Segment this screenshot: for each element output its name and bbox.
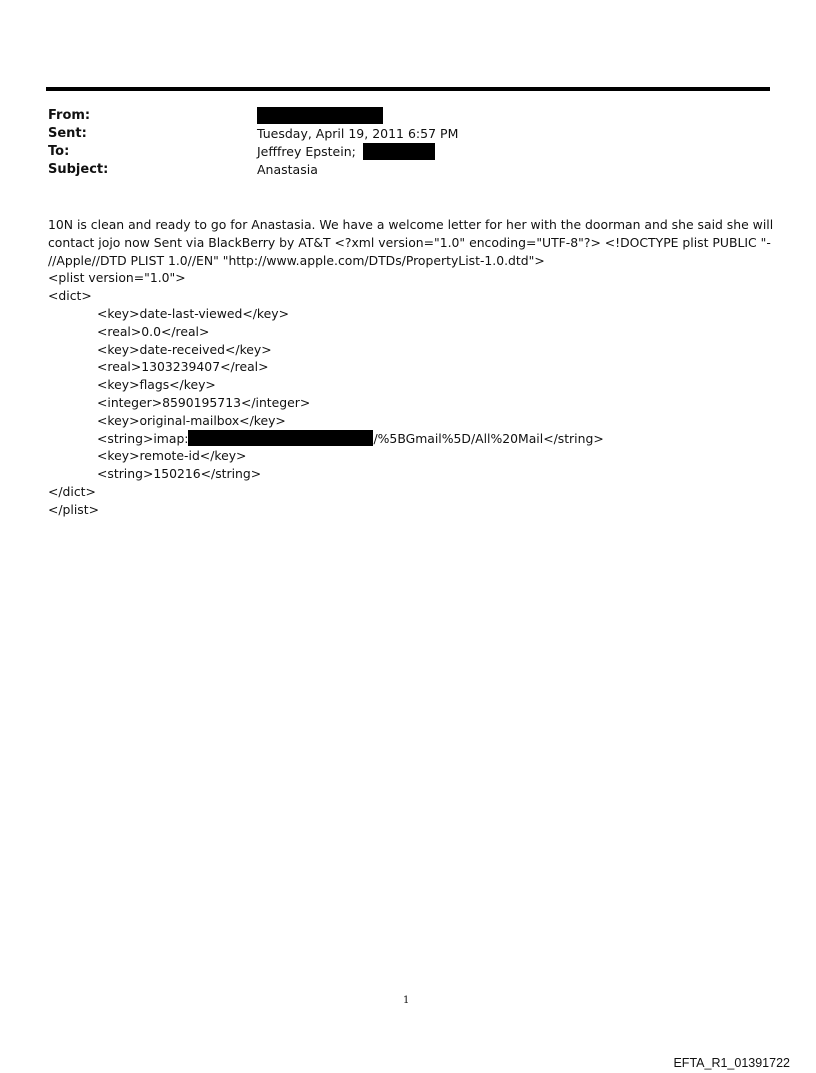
email-body — [48, 216, 774, 519]
redaction-bar — [257, 107, 383, 124]
body-line-redacted — [48, 430, 768, 448]
from-label: From: — [48, 108, 91, 123]
body-line: </dict> — [48, 483, 96, 499]
subject-value: Anastasia — [257, 162, 318, 177]
body-line: <key>remote-id</key> — [97, 448, 247, 464]
page-number: 1 — [403, 995, 410, 1006]
to-label: To: — [48, 144, 70, 159]
to-value-wrap — [257, 143, 435, 161]
body-line: <real>0.0</real> — [97, 323, 210, 339]
body-line: //Apple//DTD PLIST 1.0//EN" "http://www.apple.com/DTDs/PropertyList-1.0.dtd"> — [48, 252, 545, 268]
redaction-bar — [188, 430, 373, 446]
from-value — [257, 107, 383, 125]
document-id: EFTA_R1_01391722 — [673, 1056, 790, 1070]
sent-value: Tuesday, April 19, 2011 6:57 PM — [257, 126, 459, 141]
body-line: contact jojo now Sent via BlackBerry by AT&T <?xml version="1.0" encoding="UTF-8"?> <!DOCTYPE plist PUBLIC "- — [48, 234, 771, 250]
subject-label: Subject: — [48, 162, 109, 177]
body-line: <key>original-mailbox</key> — [97, 412, 286, 428]
body-line: <plist version="1.0"> — [48, 270, 186, 286]
body-line: <string>150216</string> — [97, 466, 262, 482]
body-line: </plist> — [48, 501, 100, 517]
body-line: <key>flags</key> — [97, 377, 216, 393]
body-line-part: /%5BGmail%5D/All%20Mail</string> — [373, 430, 604, 446]
body-line: <real>1303239407</real> — [97, 359, 269, 375]
body-line: <integer>8590195713</integer> — [97, 394, 311, 410]
body-line: <key>date-last-viewed</key> — [97, 305, 289, 321]
body-line: 10N is clean and ready to go for Anastasia. We have a welcome letter for her with the doorman and she said she will — [48, 217, 774, 232]
redaction-bar — [363, 143, 435, 160]
to-value: Jefffrey Epstein; — [257, 144, 356, 159]
sent-label: Sent: — [48, 126, 87, 141]
body-line: <dict> — [48, 288, 92, 304]
body-line-part: <string>imap: — [97, 430, 189, 446]
body-line: <key>date-received</key> — [97, 341, 272, 357]
header-rule — [46, 87, 770, 91]
